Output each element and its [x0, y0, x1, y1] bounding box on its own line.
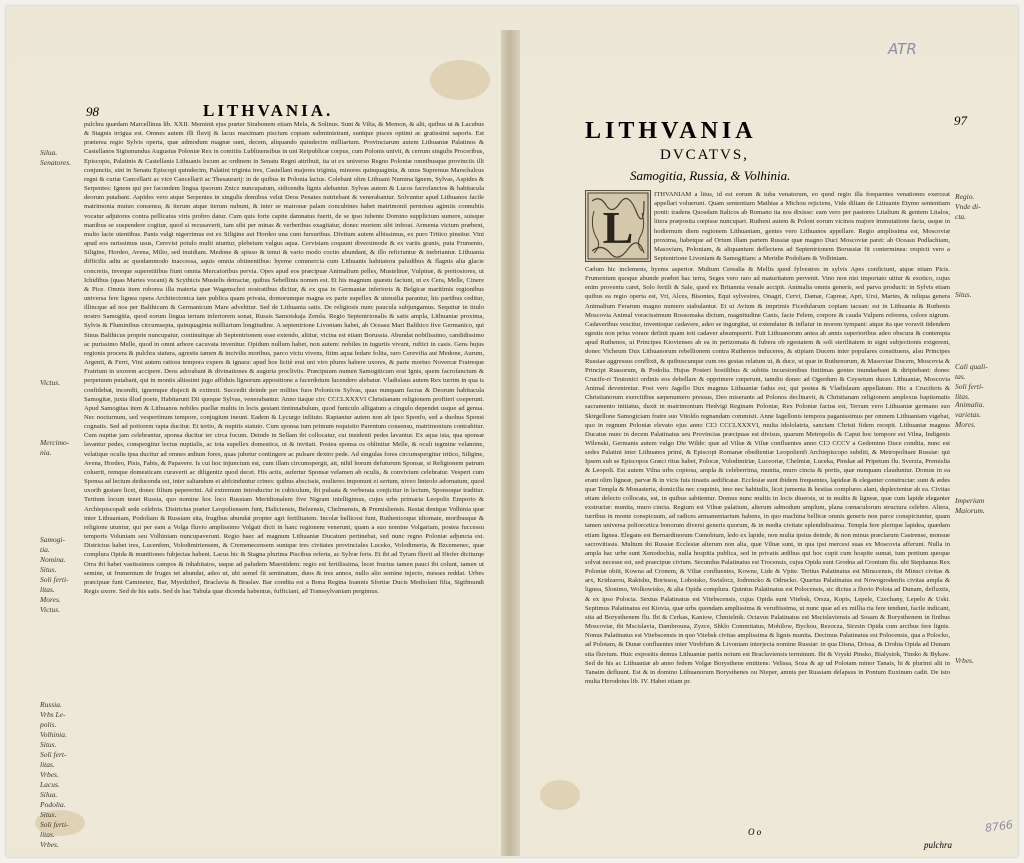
right-body-intro	[654, 190, 950, 262]
left-running-head: LITHVANIA.	[203, 101, 334, 120]
right-page-number: 97	[954, 113, 967, 128]
margin-note: Situs.	[955, 290, 972, 299]
margin-note: Russia. Vrbs Le- polis. Volhinia. Situs. Soli fert- litas. Vrbes. Lacus. Silua. Podolia. Situs. Soli ferti- litas. Vrbes.	[40, 700, 69, 849]
left-page-number: 98	[86, 104, 99, 119]
left-body-text	[84, 120, 484, 810]
margin-note: Victus.	[40, 378, 61, 387]
right-body-paragraph: Cælum hic inclemens, hyems asperior. Multum Cerealia & Mellis quod fylvestres in sylvis Apes conficiunt, atque etiam Picis. Frumentum quoque abunde præbet hac terra, Seges vero raro ad maturitatem pervenit. Vino non nisi importato utitur & exotico, cujus enim proventu caret, Solo fertili & Sale, quod ex Britannia venale accipit. Animalia omnis generis, sed parva producit: in Sylvis etiam quibus ea regio operta est, Vri, Alces, Bisontes, Equi sylvestres, Onagri, Cervi, Damæ, Capreæ, Apri, Ursi, Martes, & reliqua genera Animalium Ferarum magno numero stabulantur. Et ut Avium & imprimis Ficedularum copiam tacean: est in Lithuania & Ruthenis Moscovia Animal voracissimum Rossomaka dictum, magnitudine Canis, facie Felem, corpore & cauda Vulpem referens, colore nigrum. Cadaveribus vescitur, inventoque cadavere, adeo se ingurgitat, ut extendatur & inflatur in morem tympani: atque ita que voravit iidendem egestis non prius vorare definit quam toti cadaver absumpserit. Fuit Lithuanorum antea ab annis superioribus adeo obscura & contempta apud Ruthenos, ut Principes Kiovienses ab ea in perizomata & fubera ob egestatem & soli sterilitatem in signi subjectionis exigerent, donec Vicheum Dux Lithuanorum rebellionem contra Ruthenos induceres, & stipiam Ducem inter populares constituens, alsu Principes Russiae aggressus conflixit, & quibuscunque cum res gestas relatum ut, & duce, ut quæ in Ruthenorum, & Masoviae Ducem, Moscovia & Principi Russorum, & Podolia. Hujus Posteri hostilibus & subitis incursionibus finitimas gentes inundaebant & diripiebant: donec Crucife-ri Teutonici ordinis eos debellare & opprimere cœperunt, tamdiu donec ad Ogerdum & Ceysetum duces Lithuaniæ, Moscovia Animal deveniretur. Post vero Jagello Dux magnus Lithuaniæ fadus est, qui postea & Vladislaum appellatum. Hic a Cruciferis & Christianorum exercitibus sæpenumero pressus, Deo miserante ad Polonos declinavit, & Christianam religionem amplexus baptismatis sacramento initiatus, duxit in matrimonium Hedvigi Reginam Poloniæ, Rex Poloniæ factus est, Terram vero Lithuaniæ germano suo Skirgellone Samogiciam fratre suo Vitoldo regnandam commisit. Anne Iagellonis tempora paganissimus per omnem Lithuaniam vigebat, quo in regnum Poloniæ elevato ejus anno CIƆ CCCLXXXVI, multa idololatria, sanctam Christi fidem recepit. Lithuaniæ magnus Ducatus nunc in decem Palatinatus seu Provincias præcipuas est divisus, quarum Metropolis & Caput hoc tempore est Vilna, Indigenis Wilenski, Germanis autem vulgo Die Wilde: quæ ad Viliæ & Viliæ confluentes anno CIƆ CCCV a Gedemino Duce condita, nunc est sedes Palatini inter Lithuanos primi, & Episcopi Romanæ obedientiæ Leopolienfi Archiepiscopo subditi, & Metropolitani Russiæ: qui Ipsem sub se Episcopos Græci ritus habet, Polocæ, Volodimiriæ, Luceoriæ, Chelmiæ, Luceka, Pinskæ ad Pripetum flu. Sverzia, Premislia & Leopoli. Est autem Vilna urbs copiosa, ampla & celeberrima, munita, muro cincta & portis, quæ nunquam clauduntur. Domus in ea erant olim ligneæ, parvæ & in vicis fuis tirastis aedificatæ. Ecclesiæ sunt ibidem frequentes, lapideæ & eleganter constructæ: sunt & ædes quæ Templa & Monasteria, domicilia nec coquinis, imo nec habitulis, licet jumenta & bestias complures alant, deplectentur ab ea. Civitas etiam delecto collocata, est, in quibus sabitentur. Domus nunc multis in locis diuersis, ut in multis & ligneæ, quæ cum lapide eleganter exstructæ: munita, muro cincta. Regium est Vilnæ palatium, alterum admodum amplum, plana cœnaculorum structura celebre. Altera, turribus in monte conspicuum, ad radices armamentarium habens, in quo machina bellicæ omnis generis non parce conspiciuntur, quam tamen universa poliorcetica bonorum diversi generis quorum, & in media civitate splendidissima. Templa fere plerique lapidea, quædam etiam lignea. Elegans est Bernardinorum Cœnobium, ledo ex lapide, non multa ipsius deinde, & non minus præclarum Castrense, monsue sacrovitissis. Multum ibi Russiæ Ecclesiæ alterum non alia, quæ Vilnæ sunt, in qua ipsi mercesi suas ex Moscovia afferunt. Nulla in ampla hac urbe sunt Xenodochia, nulla hospitia publica, sed in privatis ædibus qui hoc cupit cum hospite sumat, tum pretium quoque solvat necesse est, sed praecipue civium. Secundus Palatinatus est Trocensis, cujus Opida sunt Grodna ad Cronium flu. ubi Stephanus Rex Poloniæ obiit, Kowna ad Cronem, & Viliæ confluentes, Kowne, Lide & Vpite. Tertius Palatinatus est Minscensis, ibi Minsci civitas & arx, Kridzarou, Rakishu, Borissou, Lohoisko, Swislocz, Iodrencko & Odrucko. Quartus Palatinatus est Nowogrodenfis civitas ampla & lignea, Slonimo, Wolkowisko, & alia Opida complura. Quintus Palatinatus est Polocensis, sic dictus a fluvio Polota ad Dunam, defluxtis, & ex ipso Polocia. Sextus Palatinatus est Vitebscensis, cujus Opida sunt Vitebsk, Orsza, Kopis, Lepele, Czechany, Lepelo & Uski. Septimus Palatinatus est Kiovia, quæ urbs quondam amplissima & veruftissima, ut nunc quæ ad ex millia ria fere tendunt, facile indicant, sita ad Borysthenem flu. Ibi & Cerkas, Kaniow, Chmielnik. Octavus Palatinatus est Mscislaviensis ad Sosam & Borysthenem in finibus Moscoviæ, ibi Mscislavia, Dambrouna, Zyzce, Shklo Commitatus, Mohilow, Bychou, Rezocza, Strzsin Opida cum arcibus fere lignis. Nonus Palatinatus est Vitebscensis in quo Vitebsk civitas amplissima & lignis munita. Decimus Palatinatus est Polocensis, qua a Polocko, ad Polotam, & Dunæ confluentes inter Virebfum & Livoniam interjecta nomine Russiæ: in qua Disna, Drissa, & Drohia Opida ad Dunam sita fluvium. Huic expositis demus Lithuaniæ partis notum est Braclaviensis terminum. Ibi & Vryski Pinsko, Bialystok, Tinsko & Bykaw. Sed de his ac Lithuaniæ ab anno fedem Volgæ Borysthene emittens: Velissa, Soza & ap ud Polotam minor Tanais, hi & plurimi alii in Tanaim defluunt. Est & in domino Lithuanorum Borysthenes ou Nieper, amnis per Russiam delapsus in Pontum Euxinum cadit. De isto multa Herodotus lib. IV. Habet etiam pr.	[585, 266, 950, 686]
catchword: pulchra	[924, 840, 952, 850]
pencil-annotation-bottom: 8766	[984, 818, 1014, 835]
left-body-paragraph: pulchra quædam Marcellinus lib. XXII. Meminit ejus præter Strabonem etiam Mela, & Solinus. Sunt & Vilia, & Memon, & alii, quibus ut & Lacubus & Stagnis irrigua est. Omnes autem illi fluvij & lacus maximam piscium copiam subministrant, suntque pisces optimi ac gratissimi saporis. Est præterea regio Sylvis operta, quæ admodum magnæ sunt, decem, aliquando quindecim milliarium. Provinciarum autem Lithuaniæ Palatinos & Castellanos Sigismundus Augustus Poloniæ Rex in comitiis Lublinensibus in uni Reipublicæ corpus, cum Polonis univit, & cerrum singulis Proceribus, Episcopis, Palatinis & Castellanis Lithuanis locum ac ordinem in Senatu Regni attribuit, ita ut ex universo Regno Poloniæ omnibusque provinciis illi conjunctis, sint in Senatu Episcopi quindecim, Palatini triginta tres, Castellani majores triginta, minores quinquaginta, & unus Supremus Marschalcus regni & curiæ Cancellarii ac vice Cancellarii ac Thesaurarij: in de quibus in Polonia lacius. Colebant olim Lithuani Numina Ignem, Sylvas, Aspides & Serpentes: Ignem qui per facondem lingua ipsorum Znicz nuncupatum, sidicendis lignis alebantur. Sylvas autem & Lucos facrofanctos & habitacula deorum putabant. Aspides vero atque Serpentes in singulis domibus velut Deos Penates nutriebant & venerabantur. Solvuntur apud Lithuanos facile matrimonia mutuo consensu, & iterum atque iterum nubunt, & inter se matronæ palam concubines habet matrimonii permissu agimiis connubiis vocatur adjutores contra pellicatus viris probro datur. Cum quis forte capite damnatus fuerit, de se ipso iubente Domino supplicium sumere, suisque manibus se suspendere cogitur, quod si recusaverit, tam sibi per minas & verberibus exagitatur, donec mortem sibi inferat. Armenta victum præbent, multo lacte utentibus. Panis vulgi nigerrimus est ex Siligine aut Hordeo una cum fursuribus. Divitum autem albissimus, ex puro Tritico pinsitur. Vini apud eos rarissimus usus, Cerevisi potulo multi utuntur, plebeium vulgus aqua. Cervisiam coquunt diversimode & ex variis granis, puta Frumento, Siligine, Hordeo, Avena, Milio, sed inuidiam. Medone & spisso & tenui & vario modo coctio abundant, & illo reficiuntur & inebriantur. Lithuania difficilis adiu ac quodammodo inaccessa, aquis omnia obtinentibus: hyeme commercia cum Lithuanis habitatora paludibus & flagnis alta glacie concretis, inveque superstitibus fiunt omnia Mercatoribus pervia. Opes apud eos præcipuæ Animalium pelles, Mustelinæ, Vulpinæ, & pretiosiores, ut Ichidibus (quas Martes vocant) & Scythicis Mustelis detractæ, quibus Sebellinis nomen est. Et his magnum quæstu faciunt, ut ex Cera, Melle, Cinere & Pice. Omnis item roborea illa materia quæ Wagenschot nostratibus dicitur, & ex qua in Germaniæ inferioris & Belgicæ maritimis regionibus universa fere lignea opera Architectonica tam publica quam privata, domorumque magna ex parte supellex & utensilia parantur, his partibus ceditur, illincque ad nos per Balthicum & Germanicum Mare advehitur. Sed de Lithuania satis. De religiosis nunc paucula subjungamus. Sequitur in titulo nostro Samogitia, quod eorum lingua terram inferiorem sonat, Russis Samotskaja Zemla. Regio Septentrionalis & satis ampla, Lithuaniæ proxima, Sylvis & Fluminibus circumsepta, quinquaginta milliarium longitudine. A septentrione Livoniam habet, ab Oceasu Mari Balthico five Germanico, qui Sinus Balthicus proprie nuncupatur, continuitque ab Septentrionem esse extendo, altitur, vicina est etiam Borussia. Abundat nobilissimo, candidissimo ac purissimo Melle, quod in omni arbore cacuvata invenitur. Opidum nullum habet, non autem: nobiles in tuguriis vivunt, ruftici in casis. Gens hujus regionis procera & pulchra statura, agrestis tamen & incivilis moribus, parco victu vivens, fitim aqua fedare folita, raro Cerevifia aut Medone, Aurum, Argenti, & Ferri, Vini autem ratiora tempora expers & ignara: apud hos licitè erat uni viro plures habere uxores, & parte mortuo Novercæ Fratreque Fratrium in uxorem accipere. Deos adorabant & divinationes & auguria procliviis. Præcipuum numen Samogiticum erat Ignis, quem facrofanctum & perpetuum putabant, qui in montis altissimi jugo affiduis lignorum appositione a facerdotum lucendere alebatur. Vladislaus autem Rex turrim in qua is confidebat, incendit, ignemque disjecit & extinxit. Succedit deinde per milites fuos Polonicos Sylvas, quas nunquam facras & Deorum habitacula Samogitæ, juxta illud poete, Habitarunt Dii quoque Sylvas, venerabantur. Anno itaque circ CCCLXXXVI Christianam religionem profiteri coeperunt. Apud Samogitas item & Lithuanos nobiles puellæ multis in locis gestant tintinnabulum, quod funiculo alligatum a cingulo dependet usque ad genua. Nec nocturnum, sed vespertinum tempore, conjugium ineunt. Eadem & Lycurgo infituto. Raptantur autem non ab ipso Sponfo, sed a duobus Sponsi cognatis. Sed ad potiorem rapta ducitur. Et tertio, & nuptiis statuto. Cum sponsa tum primum requisito Parentum consensu, matrimonium contrahitur. Cum nuptiæ jam celebrantur, sponsa ducitur ter circa focum. Deinde in Sellam ibi collocatur, cui insidenti pedes lavantur. Ex aqua ista, qua sponsæ lavantur pedes, conspergitur lectus nuptialis, ac tota supellex domestica, ut & invitati. Postea sponsa os oblinitur Melle, & oculi tegmine velamine, velatique oculis ipsa ducitur ad omnes ædium fores, quas jubetur contingere ac pulsare dextro pede. Ad singulas fores circumspergitur tritico, Siligine, Avena, Hordeo, Pisis, Fabis, & Papavere. Is cui hoc injunctum est, cum illam circumspergit, ait, nihil horum defuturum Sponsæ, si Religionem patrum coluerit, remque domesticam curaverit ac diligentiz quod decet. His actis, aufertur Sponsæ velamen ab oculis, & convivium celebratur. Vesperi cum Sponsa ad lectum deducenda est, inter saltandum ei abfcinduntur crines: quibus abscissis, mulieres imponunt ei sertum, niveo linteolo adornatum, quod uxorib gestare licet, donec filium pepererint. Ad extremum introductur in cubiculum, ibi pulsata & verberata conjicitur in lectum, Sponsoque traditur. Tertium locum tenet Russia, quo nomine hoc loco Russiam Meridionalem five Nigram intelligimus, cujus urbs primaria Leopolis Emporio & Archiepiscopali sede celebris. Districtus præter Leopoliensem funt, Haliciensis, Belzensis, Chelmensis, & Premisliensis. Restat denique Volhinia quæ inter Lithuaniam, Podoliam & Russiam sita, frugibus abundat propter agri fertilitatem. Incolæ bellicosi funt, Ruthenicoque idiomate, moribusque & religione utuntur, qui per eam a Volga fluvio amplissimo Volgati dicti in hanc regionem venerunt, quam a suo nomine Volgariam, postea fuccessu temporis Voluniam seu Volhiniam nuncupaverunt. Regio haec ad magnum Lithuaniæ Ducatum pertinebat, sed nunc regno Poloniæ adjuncta est. Districtus habet tres, Lucenfem, Volodimiriensem, & Cremenecensem suntque tres civitates provinciales Luceko, Volodimeria, & Bzcemenec, quæ complura Opida & munitiones fubjectas habent. Lacus hic & Stagna plurima Piscibus referta, ac Sylvæ feris. Et ibi ad Tyram fluvii ad Ifiofer diciturqe Orra ibi habet vastissimos campos & inhabitatos, usque ad paludem Maeotidem: regio est fertilissima, lecet fructus tamen pauci ibi colunt, tamen ut semine, ut frumentum de fruges tet abundat, adeo ut, ubi semel fit seminatum, duos & tres annos, nullo alio semine injecto, messes reddat. Urbes præcipuæ funt Caminetez, Bar, Myedzibof, Braclavia & Braslav. Bar condita est a Bona Regina Ioannis Sfortiæ Ducis Mediolani filia, Sigifmundi Regis uxore. Sed de his satis. Sed de hac Tabula quæ dicenda habentus, fufficiant, ad Transsylvaniam pergimus.	[84, 121, 484, 595]
ornament-initial-icon	[586, 191, 650, 261]
margin-note: Cali quali- tas. Soli ferti- litas.	[955, 362, 988, 401]
page-subtitle: DVCATVS,	[660, 147, 749, 163]
signature-mark: O o	[748, 827, 762, 837]
page-title: LITHVANIA	[585, 118, 757, 144]
margin-note: Regio. Vnde di- cta.	[955, 192, 981, 221]
initial-letter: L	[602, 202, 634, 253]
right-body-text	[585, 265, 950, 818]
margin-note: Samogi- tia. Nomina. Situs. Soli ferti- litas. Mores. Victus.	[40, 535, 69, 614]
margin-note: Animalia. varietas. Mores.	[955, 400, 985, 429]
pencil-annotation-top: ATR	[888, 40, 917, 58]
margin-note: Imperium Maiorum.	[955, 496, 985, 515]
foxing-stain	[430, 60, 490, 100]
page-subtitle-regions: Samogitia, Russia, & Volhinia.	[630, 168, 791, 183]
margin-note: Mercimo- nia.	[40, 438, 70, 457]
foxing-stain	[540, 780, 580, 810]
margin-note: Silua. Senatores.	[40, 148, 72, 167]
page-fold-gutter	[501, 30, 520, 856]
decorated-initial	[585, 190, 651, 262]
right-body-first-paragraph: ITHVANIAM a litus, id est eorum & tuba venatorum, eo quod regio illa frequentes venationes exerceat appellari voluerunt. Quam sententiam Mathias a Michou rejiciens, Vide diliam de Litiuanie Etymo sententiam ponit: tradens Quosdam Italicos ab Romano ita nos dixisse: eam vero per pastores Litalium & gentem Litalos, litera præposita cœpisse nuncupari. Rutheni autem & Poloni eorum vicinos majore immutatione facta, usque in hodiernum diem regionem Lithuaniam, gentes vero Lithuanos appellare. Regio amplissima est, Moscoviæ proxima, habetque ad Ortum illam partem Russiæ quæ magno Duci Moscoviæ paret: ab Oceasu Podlachiam, Masoviam, Poloniam, & aliquantum deflectens ad Septentrionem Borussiæ fit conterminea: respicit vero a Septentrione Livoniam & Samogitiam: a Meridie Podoliam & Volhiniam.	[654, 191, 950, 262]
margin-note: Vrbes.	[955, 656, 974, 665]
